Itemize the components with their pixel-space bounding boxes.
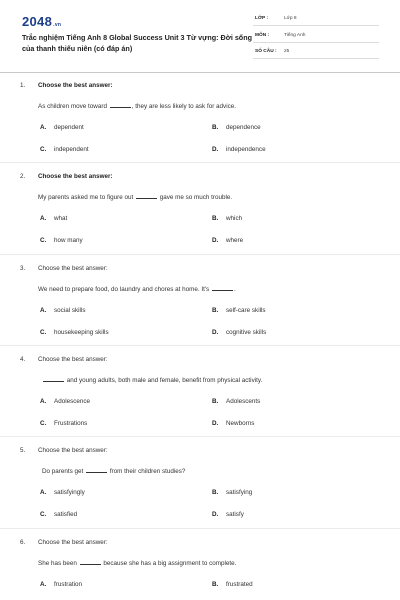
meta-class-row [253, 12, 379, 26]
option-b[interactable]: B. Adolescents [212, 398, 261, 405]
question-prompt: Choose the best answer: [38, 265, 108, 272]
question-stem: She has been because she has a big assignment to complete. [38, 560, 237, 567]
page-header [0, 0, 400, 72]
option-c[interactable]: C. independent [40, 146, 89, 153]
option-b[interactable]: B. dependence [212, 124, 261, 131]
option-b[interactable]: B. which [212, 215, 243, 222]
option-d[interactable]: D. independence [212, 146, 266, 153]
question-stem: We need to prepare food, do laundry and chores at home. It's . [38, 286, 236, 293]
question-divider [0, 345, 400, 346]
option-a[interactable]: A. satisfyingly [40, 489, 85, 496]
question-prompt: Choose the best answer: [38, 82, 113, 89]
question-prompt: Choose the best answer: [38, 447, 108, 454]
question-divider [0, 162, 400, 163]
question-number: 3. [20, 265, 26, 272]
answer-blank [212, 285, 233, 291]
question-number: 1. [20, 82, 26, 89]
option-a[interactable]: A. social skills [40, 307, 86, 314]
option-a[interactable]: A. Adolescence [40, 398, 91, 405]
logo-suffix: .vn [53, 22, 62, 28]
answer-blank [86, 467, 107, 473]
meta-label: SỐ CÂU : [255, 49, 277, 54]
option-b[interactable]: B. self-care skills [212, 307, 266, 314]
meta-value: 25 [284, 49, 290, 54]
option-a[interactable]: A. what [40, 215, 68, 222]
question-number: 6. [20, 539, 26, 546]
page-title: Trắc nghiệm Tiếng Anh 8 Global Success Unit 3 Từ vựng: Đời sống của thanh thiếu niên (có đáp án) [22, 33, 252, 53]
option-c[interactable]: C. housekeeping skills [40, 329, 109, 336]
question-stem: and young adults, both male and female, benefit from physical activity. [42, 376, 382, 384]
answer-blank [43, 376, 64, 382]
site-logo[interactable] [22, 14, 61, 29]
answer-blank [136, 193, 157, 199]
question-number: 4. [20, 356, 26, 363]
logo-text: 2048 [22, 14, 53, 29]
question-divider [0, 254, 400, 255]
option-a[interactable]: A. frustration [40, 581, 82, 588]
option-c[interactable]: C. how many [40, 237, 83, 244]
question-number: 5. [20, 447, 26, 454]
option-b[interactable]: B. satisfying [212, 489, 253, 496]
answer-blank [80, 559, 101, 565]
option-a[interactable]: A. dependent [40, 124, 84, 131]
meta-subject-row [253, 29, 379, 43]
question-divider [0, 436, 400, 437]
answer-blank [110, 102, 131, 108]
option-d[interactable]: D. cognitive skills [212, 329, 267, 336]
option-d[interactable]: D. Newborns [212, 420, 255, 427]
meta-label: LỚP : [255, 16, 269, 21]
meta-value: Lớp 8 [284, 16, 297, 21]
question-divider [0, 528, 400, 529]
question-prompt: Choose the best answer: [38, 356, 108, 363]
question-prompt: Choose the best answer: [38, 173, 113, 180]
question-stem: Do parents get from their children studies? [42, 468, 186, 475]
option-b[interactable]: B. frustrated [212, 581, 253, 588]
option-c[interactable]: C. satisfied [40, 511, 78, 518]
question-stem: My parents asked me to figure out gave me so much trouble. [38, 194, 233, 201]
question-number: 2. [20, 173, 26, 180]
question-stem: As children move toward , they are less likely to ask for advice. [38, 103, 236, 110]
option-c[interactable]: C. Frustrations [40, 420, 88, 427]
option-d[interactable]: D. satisfy [212, 511, 244, 518]
question-prompt: Choose the best answer: [38, 539, 108, 546]
option-d[interactable]: D. where [212, 237, 244, 244]
meta-count-row [253, 45, 379, 59]
meta-value: Tiếng Anh [284, 33, 306, 38]
meta-label: MÔN : [255, 33, 270, 38]
header-divider [0, 72, 400, 73]
